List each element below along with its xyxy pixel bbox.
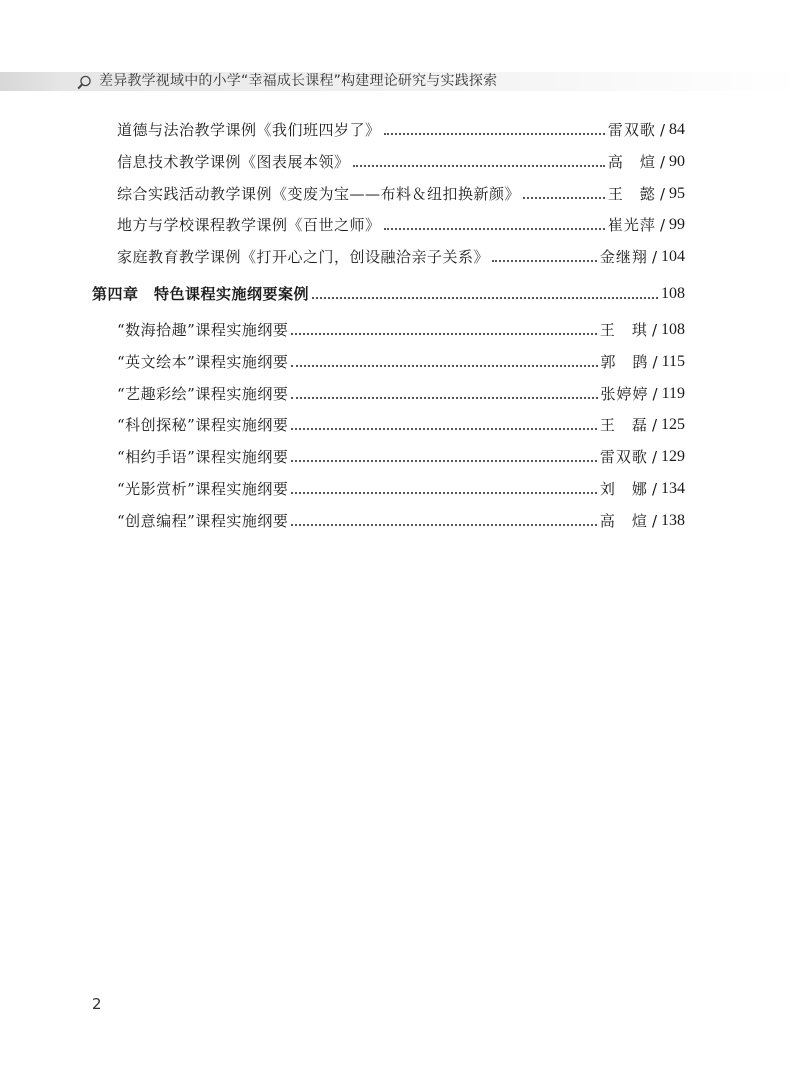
- toc-entry-page: 115: [661, 353, 685, 370]
- toc-entry-author: 雷双歌: [599, 448, 648, 466]
- dot-leader: [523, 196, 605, 199]
- toc-entry[interactable]: [117, 243, 685, 267]
- toc-entry-page: 108: [661, 321, 685, 338]
- running-header-title: 差异教学视域中的小学“幸福成长课程”构建理论研究与实践探索: [99, 73, 498, 89]
- slash-separator: /: [651, 416, 657, 434]
- toc-entry-page: 90: [669, 153, 685, 170]
- slash-separator: /: [651, 448, 657, 466]
- toc-entry[interactable]: [117, 116, 685, 140]
- toc-entry[interactable]: [117, 475, 685, 499]
- toc-entry-page: 119: [661, 385, 685, 402]
- dot-leader: [291, 364, 597, 367]
- toc-entry-title: “光影赏析”课程实施纲要: [117, 480, 289, 498]
- toc-entry-title: “创意编程”课程实施纲要: [117, 512, 289, 530]
- toc-entry-author: 王 懿: [607, 185, 656, 203]
- dot-leader: [291, 459, 597, 462]
- toc-entry-title: 道德与法治教学课例《我们班四岁了》: [117, 121, 381, 139]
- toc-entry-author: 高 煊: [607, 153, 656, 171]
- slash-separator: /: [651, 480, 657, 498]
- toc-entry-page: 134: [661, 480, 685, 497]
- toc-chapter-page: 108: [661, 285, 685, 302]
- dot-leader: [291, 427, 597, 430]
- toc-entry-title: 信息技术教学课例《图表展本领》: [117, 153, 350, 171]
- toc-entry-author: 崔光萍: [607, 216, 656, 234]
- dot-leader: [291, 523, 597, 526]
- dot-leader: [291, 396, 597, 399]
- slash-separator: /: [659, 216, 665, 234]
- dot-leader: [492, 259, 597, 262]
- slash-separator: /: [652, 385, 658, 403]
- toc-entry-author: 王 磊: [599, 416, 648, 434]
- dot-leader: [291, 491, 597, 494]
- toc-entry-title: “相约手语”课程实施纲要: [117, 448, 289, 466]
- dot-leader: [291, 332, 597, 335]
- toc-entry[interactable]: [117, 411, 685, 435]
- toc-entry-author: 张婷婷: [600, 385, 649, 403]
- toc-entry-title: “数海拾趣”课程实施纲要: [117, 321, 289, 339]
- toc-chapter[interactable]: [92, 280, 685, 304]
- slash-separator: /: [651, 248, 657, 266]
- toc-entry[interactable]: [117, 507, 685, 531]
- slash-separator: /: [659, 185, 665, 203]
- slash-separator: /: [659, 153, 665, 171]
- toc-entry-title: “英文绘本”课程实施纲要: [117, 353, 289, 371]
- toc-chapter-title: 第四章 特色课程实施纲要案例: [92, 285, 310, 303]
- toc-entry[interactable]: [117, 380, 685, 404]
- dot-leader: [384, 132, 605, 135]
- toc-entry-title: “科创探秘”课程实施纲要: [117, 416, 289, 434]
- dot-leader: [312, 296, 658, 299]
- dot-leader: [384, 227, 605, 230]
- toc-entry-page: 138: [661, 512, 685, 529]
- magnifier-icon: [77, 75, 92, 90]
- toc-entry-title: 家庭教育教学课例《打开心之门，创设融洽亲子关系》: [117, 248, 490, 266]
- toc-entry-author: 雷双歌: [607, 121, 656, 139]
- toc-entry[interactable]: [117, 180, 685, 204]
- toc-entry-page: 129: [661, 448, 685, 465]
- toc-entry-author: 金继翔: [599, 248, 648, 266]
- slash-separator: /: [659, 121, 665, 139]
- dot-leader: [353, 164, 605, 167]
- toc-entry-page: 104: [661, 248, 685, 265]
- toc-entry-author: 郭 鹍: [600, 353, 649, 371]
- slash-separator: /: [651, 321, 657, 339]
- toc-entry-title: 地方与学校课程教学课例《百世之师》: [117, 216, 381, 234]
- toc-entry-title: 综合实践活动教学课例《变废为宝——布料＆纽扣换新颜》: [117, 185, 521, 203]
- toc-entry-author: 高 煊: [599, 512, 648, 530]
- page-number: 2: [92, 995, 102, 1013]
- toc-entry-page: 84: [669, 121, 685, 138]
- slash-separator: /: [652, 353, 658, 371]
- toc-entry[interactable]: [117, 148, 685, 172]
- toc-entry-author: 王 琪: [599, 321, 648, 339]
- slash-separator: /: [651, 512, 657, 530]
- toc-entry-page: 95: [669, 185, 685, 202]
- toc-entry-title: “艺趣彩绘”课程实施纲要: [117, 385, 289, 403]
- toc-entry-page: 125: [661, 416, 685, 433]
- toc-entry[interactable]: [117, 316, 685, 340]
- toc-entry[interactable]: [117, 443, 685, 467]
- toc-entry-author: 刘 娜: [599, 480, 648, 498]
- toc-entry[interactable]: [117, 348, 685, 372]
- toc-entry-page: 99: [669, 216, 685, 233]
- toc-entry[interactable]: [117, 211, 685, 235]
